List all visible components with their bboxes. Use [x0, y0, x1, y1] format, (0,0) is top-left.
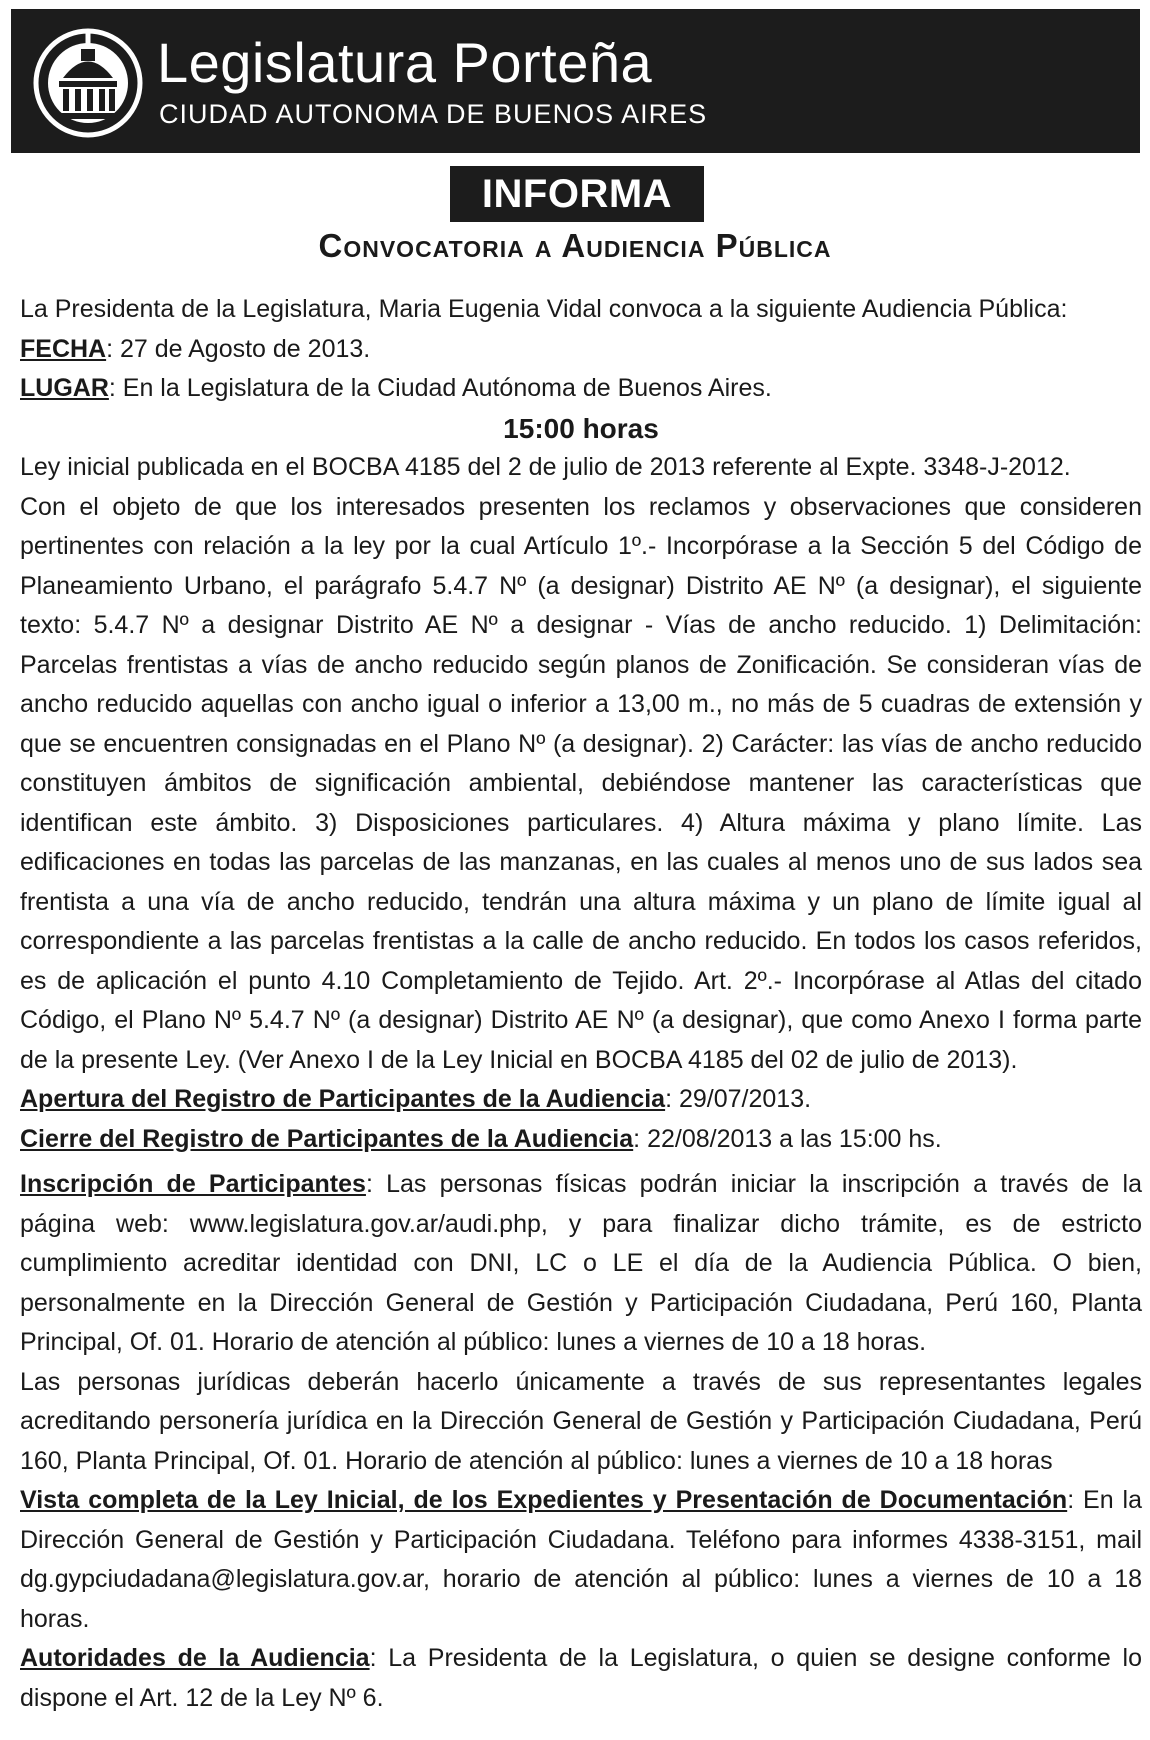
autoridades-label: Autoridades de la Audiencia: [20, 1644, 370, 1672]
cierre-label: Cierre del Registro de Participantes de la Audiencia: [20, 1124, 634, 1153]
autoridades-paragraph: [20, 1639, 1142, 1718]
apertura-value: : 29/07/2013.: [665, 1085, 812, 1113]
lugar-value: : En la Legislatura de la Ciudad Autónoma de Buenos Aires.: [108, 374, 772, 402]
header-title: Legislatura Porteña: [157, 31, 653, 94]
apertura-label: Apertura del Registro de Participantes de la Audiencia: [20, 1085, 666, 1113]
lugar-label: LUGAR: [20, 374, 109, 402]
legislature-building-logo: [33, 23, 143, 141]
cierre-value: : 22/08/2013 a las 15:00 hs.: [633, 1124, 942, 1153]
hora-line: 15:00 horas: [503, 412, 659, 444]
vista-paragraph: [20, 1481, 1142, 1639]
fecha-label: FECHA: [20, 334, 107, 363]
fecha-line: [20, 330, 1142, 370]
intro-paragraph: La Presidenta de la Legislatura, Maria Eugenia Vidal convoca a la siguiente Audiencia Pública:: [20, 295, 1068, 323]
autoridades-value: : La Presidenta de la Legislatura, o quien se designe conforme lo dispone el Art. 12 de la Ley Nº 6.: [20, 1644, 1142, 1712]
header-banner: [11, 9, 1140, 153]
lugar-line: [20, 369, 1142, 409]
apertura-line: [20, 1080, 1142, 1120]
vista-value: : En la Dirección General de Gestión y Participación Ciudadana. Teléfono para informes 4338-3151, mail dg.gypciudadana@legislatura.gov.ar, horario de atención al público: lunes a viernes de 10 a 18 horas.: [20, 1486, 1143, 1633]
page-title: Convocatoria a Audiencia Pública: [318, 227, 832, 264]
vista-label: Vista completa de la Ley Inicial, de los Expedientes y Presentación de Documentación: [20, 1486, 1068, 1514]
header-subtitle: CIUDAD AUTONOMA DE BUENOS AIRES: [159, 99, 708, 129]
ley-inicial-paragraph: Ley inicial publicada en el BOCBA 4185 del 2 de julio de 2013 referente al Expte. 3348-J-2012.: [20, 453, 1071, 481]
notice-body: [20, 290, 1142, 1718]
inscripcion-paragraph: [20, 1165, 1142, 1363]
inscripcion-label: Inscripción de Participantes: [20, 1170, 366, 1198]
objeto-paragraph: Con el objeto de que los interesados presenten los reclamos y observaciones que consideren pertinentes con relación a la ley por la cual Artículo 1º.- Incorpórase a la Sección 5 del Código de Planeamiento Urbano, el parágrafo 5.4.7 Nº (a designar) Distrito AE Nº (a designar), el siguiente texto: 5.4.7 Nº a designar Distrito AE Nº a designar - Vías de ancho reducido. 1) Delimitación: Parcelas frentistas a vías de ancho reducido según planos de Zonificación. Se consideran vías de ancho reducido aquellas con ancho igual o inferior a 13,00 m., no más de 5 cuadras de extensión y que se encuentren consignadas en el Plano Nº (a designar). 2) Carácter: las vías de ancho reducido constituyen ámbitos de significación ambiental, debiéndose mantener las características que identifican este ámbito. 3) Disposiciones particulares. 4) Altura máxima y plano límite. Las edificaciones en todas las parcelas de las manzanas, en las cuales al menos uno de sus lados sea frentista a una vía de ancho reducido, tendrán una altura máxima y un plano de límite igual al correspondiente a las parcelas frentistas a la calle de ancho reducido. En todos los casos referidos, es de aplicación el punto 4.10 Completamiento de Tejido. Art. 2º.- Incorpórase al Atlas del citado Código, el Plano Nº 5.4.7 Nº (a designar) Distrito AE Nº (a designar), que como Anexo I forma parte de la presente Ley. (Ver Anexo I de la Ley Inicial en BOCBA 4185 del 02 de julio de 2013).: [20, 492, 1142, 1074]
fecha-value: : 27 de Agosto de 2013.: [106, 334, 371, 363]
informa-badge: INFORMA: [450, 166, 704, 222]
inscripcion-value: : Las personas físicas podrán iniciar la inscripción a través de la página web: www.legislatura.gov.ar/audi.php, y para finalizar dicho trámite, es de estricto cumplimiento acreditar identidad con DNI, LC o LE el día de la Audiencia Pública. O bien, personalmente en la Dirección General de Gestión y Participación Ciudadana, Perú 160, Planta Principal, Of. 01. Horario de atención al público: lunes a viernes de 10 a 18 horas.: [20, 1170, 1142, 1356]
cierre-line: [20, 1120, 1142, 1160]
juridicas-paragraph: Las personas jurídicas deberán hacerlo únicamente a través de sus representantes legales acreditando personería jurídica en la Dirección General de Gestión y Participación Ciudadana, Perú 160, Planta Principal, Of. 01. Horario de atención al público: lunes a viernes de 10 a 18 horas: [20, 1367, 1142, 1475]
